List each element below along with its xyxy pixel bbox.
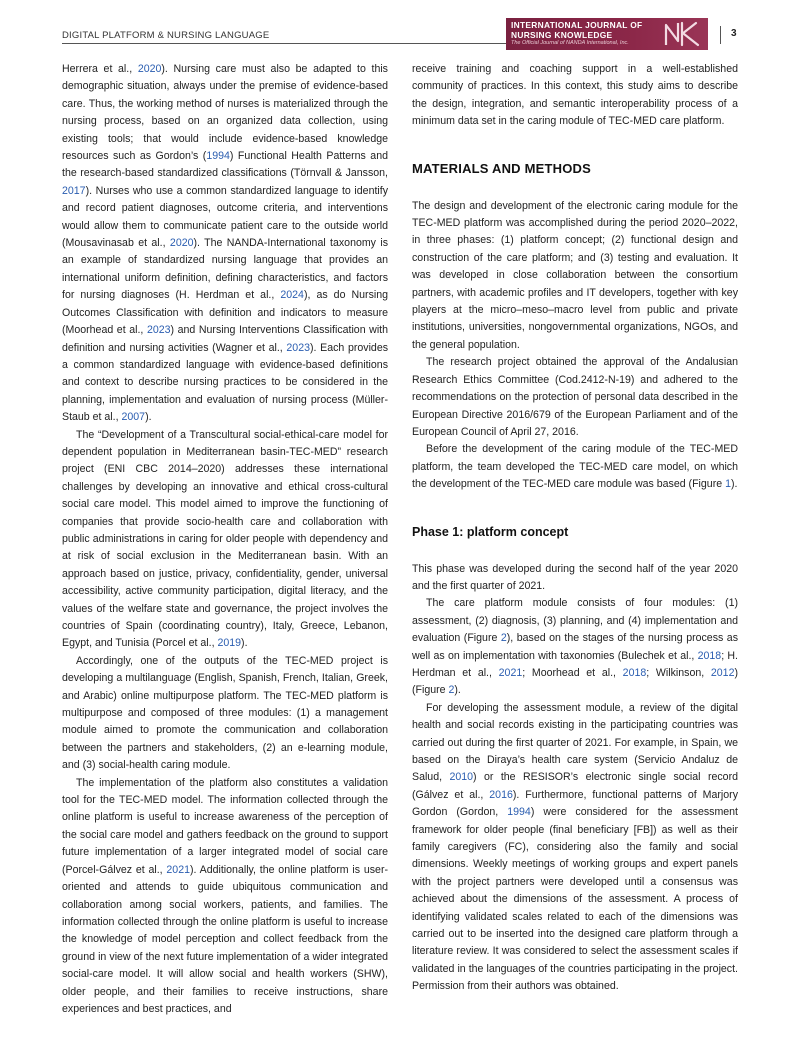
citation-link[interactable]: 1994 (206, 150, 230, 163)
paragraph: Before the development of the caring module of the TEC-MED platform, the team developed the TEC-MED care model, on which the development of the TEC-MED care module was based (Figure 1). (412, 443, 738, 491)
page-header (0, 0, 800, 50)
paragraph: The “Development of a Transcultural social-ethical-care model for dependent population in Mediterranean basin-TEC-MED” research project (ENI CBC 2014–2020) addresses these international challenges by developing an innovative and ethical cross-cultural social care model. This model aimed to improve the functioning of companies that provide socio-health care and collaboration with public administrations in caring for older people with dependency and at risk of social exclusion in the Mediterranean basin. With an approach based on justice, privacy, confidentiality, gender, universal accessibility, active community participation, digital literacy, and the values of the welfare state and governance, the project involves the countries of Spain (coordinating country), Italy, Greece, Lebanon, Egypt, and Tunisia (Porcel et al., 2019). (62, 428, 388, 650)
citation-link[interactable]: 2021 (498, 666, 523, 679)
journal-name-line2: NURSING KNOWLEDGE (511, 30, 613, 40)
citation-link[interactable]: 2012 (710, 666, 735, 679)
citation-link[interactable]: 2 (500, 632, 507, 645)
citation-link[interactable]: 2016 (489, 788, 513, 801)
right-column (412, 61, 738, 996)
paragraph: Accordingly, one of the outputs of the TEC-MED project is developing a multilanguage (English, Spanish, French, Italian, Greek, and Arabic) online multipurpose platform. The TEC-MED platform is multipurpose and composed of three modules: (1) a management module aimed to promote the communication and collaboration between the partners and stakeholders, (2) an e-learning module, and (3) social-health caring module. (62, 654, 388, 772)
left-column (62, 61, 388, 1018)
citation-link[interactable]: 2021 (166, 863, 190, 876)
paragraph: This phase was developed during the second half of the year 2020 and the first quarter of 2021. (412, 562, 738, 592)
page-number-separator (720, 26, 721, 44)
citation-link[interactable]: 2019 (217, 637, 242, 650)
citation-link[interactable]: 2 (448, 684, 455, 697)
paragraph: The implementation of the platform also constitutes a validation tool for the TEC-MED model. The information collected through the online platform is useful to increase awareness of the perception of the social care model and gathers feedback on the ground to support future implementation of a larger integrated model of social care (Porcel-Gálvez et al., 2021). Additionally, the online platform is user-oriented and attends to guide ubiquitous communication and collaboration among social workers, patients, and families. The information collected through the online platform is useful to increase the knowledge of model perception and collect feedback from the ground in view of the next future implementation of a wider integrated social-care model. It will allow social and health workers (SHW), older people, and their families to receive instructions, share experiences and best practices, and (62, 776, 389, 1015)
page-number: 3 (731, 28, 737, 39)
header-rule (62, 43, 508, 44)
journal-logo-icon (662, 19, 704, 49)
running-title: DIGITAL PLATFORM & NURSING LANGUAGE (62, 30, 270, 41)
section-heading: MATERIALS AND METHODS (412, 160, 591, 176)
paragraph: For developing the assessment module, a review of the digital health and social records existing in the participating countries was carried out during the first quarter of 2021. For example, in Spain, we based on the Diraya’s health care system (Servicio Andaluz de Salud, 2010) or the RESISOR’s electronic single social record (Gálvez et al., 2016). Furthermore, functional patterns of Marjory Gordon (Gordon, 1994) were considered for the assessment framework for older people (final beneficiary [FB]) as well as their family caregivers (FC), considering also the family and social dimensions. Weekly meetings of working groups and expert panels with the project partners were developed until a consensus was achieved about the dimensions of the assessment. A process of identifying validated scales related to each of the dimensions was carried out to be inserted into the designed care platform through a literature review. It was considered to select the assessment scales if validated in the languages of the countries participating in the project. Permission from their authors was obtained. (412, 701, 738, 993)
citation-link[interactable]: 2018 (697, 649, 722, 662)
citation-link[interactable]: 2020 (169, 237, 194, 250)
paragraph: Herrera et al., 2020). Nursing care must also be adapted to this demographic situation, always under the premise of evidence-based care. Thus, the working method of nurses is materialized through the nursing process, based on an organized data collection, using existing tools; that would include evidence-based knowledge resources such as Gordon’s (1994) Functional Health Patterns and the research-based standardized classifications (Törnvall & Jansson, 2017). Nurses who use a common standardized language to identify and record patient diagnoses, outcome criteria, and interventions would allow them to communicate patient care to the outside world (Mousavinasab et al., 2020). The NANDA-International taxonomy is an example of standardized nursing language that provides an international uniform definition, defining characteristics, and factors for nursing diagnoses (H. Herdman et al., 2024), as do Nursing Outcomes Classification with definition and indicators to measure (Moorhead et al., 2023) and Nursing Interventions Classification with definition and nursing activities (Wagner et al., 2023). Each provides a common standardized language with evidence-based definitions and context to describe nursing practices to be considered in the planning, implementation and evaluation of nursing process (Müller-Staub et al., 2007). (62, 63, 389, 424)
citation-link[interactable]: 2010 (449, 771, 474, 784)
paragraph: receive training and coaching support in a well-established community of practices. In this context, this study aims to describe the design, integration, and semantic interoperability process of a minimum data set in the caring module of TEC-MED care platform. (412, 63, 738, 128)
paragraph: The design and development of the electronic caring module for the TEC-MED platform was accomplished during the period 2020–2022, in three phases: (1) platform concept; (2) functional design and construction of the care platform; and (3) testing and evaluation. It was developed in close collaboration between the consortium partners, with academic profiles and IT developers, together with key players at the micro–meso–macro level from public and private institutions, universities, nongovernmental organizations, NGOs, and the general population. (412, 199, 738, 351)
citation-link[interactable]: 2018 (622, 666, 647, 679)
citation-link[interactable]: 2023 (146, 324, 171, 337)
citation-link[interactable]: 2023 (286, 341, 310, 354)
paragraph: The care platform module consists of four modules: (1) assessment, (2) diagnosis, (3) planning, and (4) implementation and evaluation (Figure 2), based on the stages of the nursing process as well as on implementation with taxonomies (Bulechek et al., 2018; H. Herdman et al., 2021; Moorhead et al., 2018; Wilkinson, 2012) (Figure 2). (412, 597, 738, 697)
subsection-heading: Phase 1: platform concept (412, 524, 569, 539)
citation-link[interactable]: 1994 (507, 806, 531, 819)
journal-name (511, 20, 642, 40)
journal-banner[interactable] (506, 18, 708, 50)
citation-link[interactable]: 2024 (280, 289, 304, 302)
journal-name-line1: INTERNATIONAL JOURNAL OF (511, 20, 643, 30)
paragraph: The research project obtained the approval of the Andalusian Research Ethics Committee (Cod.2412-N-19) and adhered to the recommendations on the protection of personal data described in the European Directive 2016/679 of the European Parliament and of the European Council of April 27, 2016. (412, 356, 738, 438)
journal-subtitle: The Official Journal of NANDA International, Inc. (511, 40, 629, 46)
citation-link[interactable]: 2017 (62, 184, 86, 197)
citation-link[interactable]: 2020 (137, 63, 162, 75)
citation-link[interactable]: 2007 (121, 411, 146, 424)
citation-link[interactable]: 1 (725, 478, 731, 491)
